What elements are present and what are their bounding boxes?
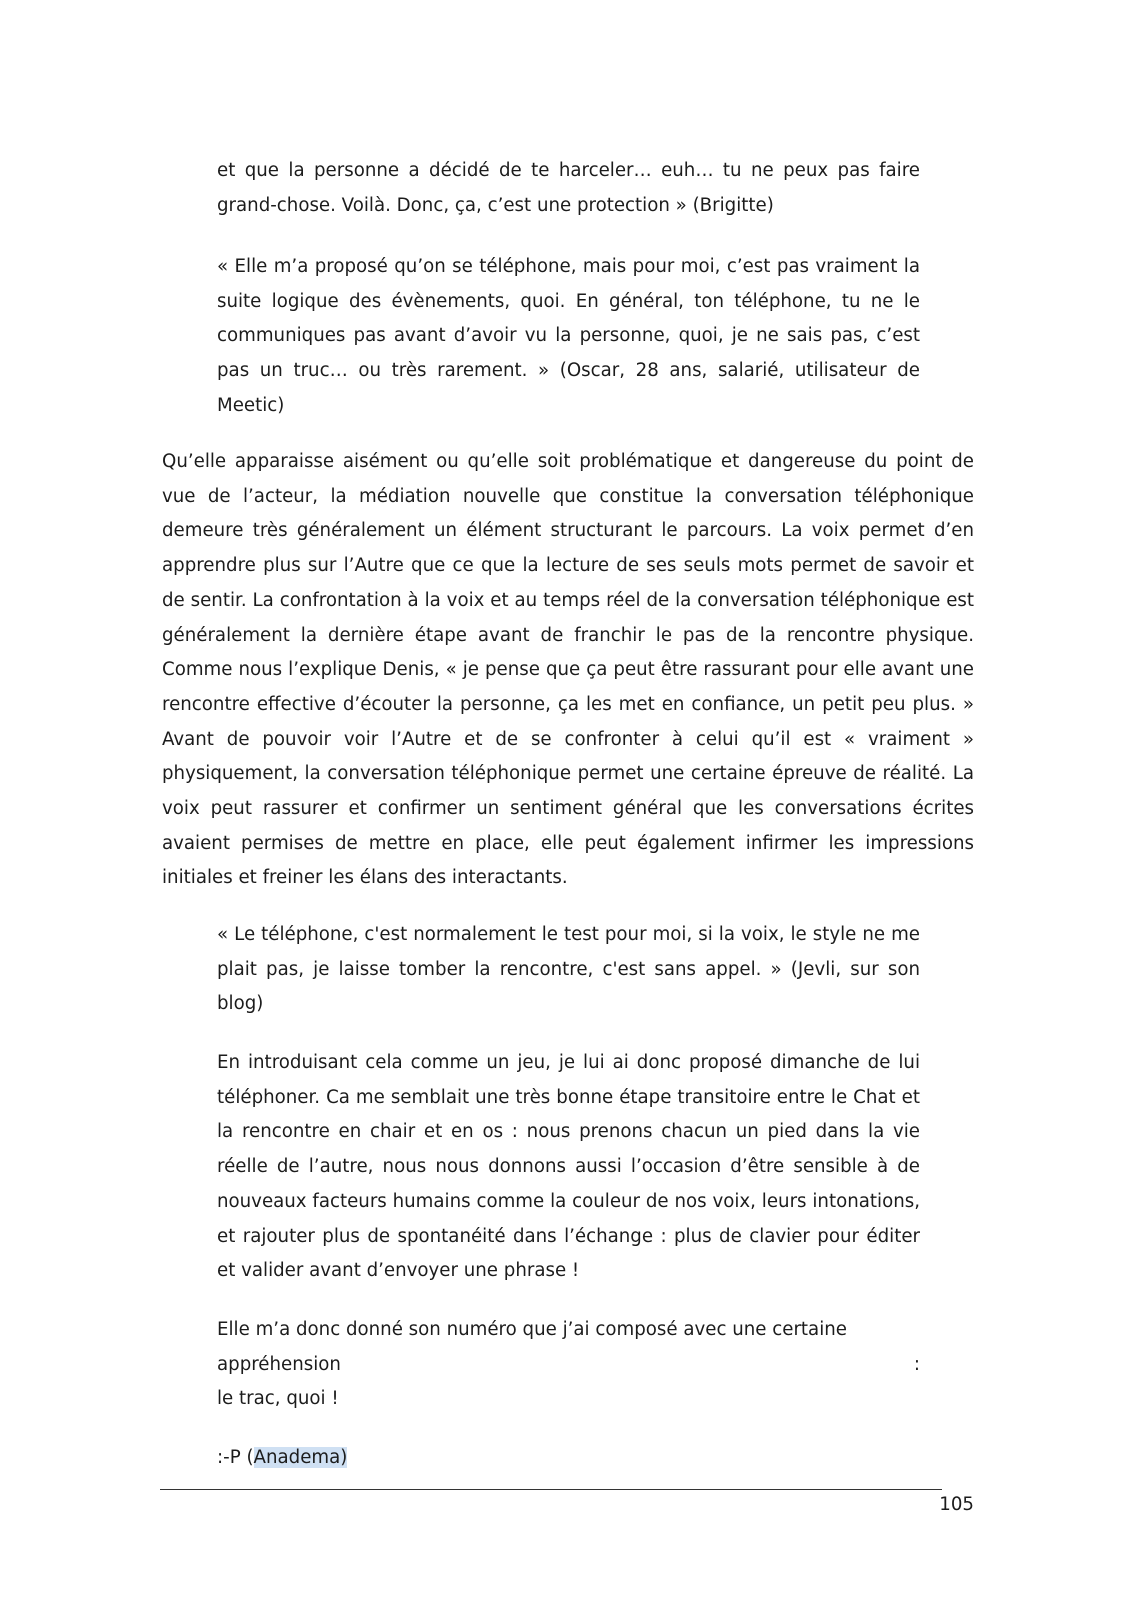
quote-line-3: le trac, quoi ! (217, 1388, 339, 1410)
page-number: 105 (939, 1494, 974, 1515)
signature-prefix: :-P ( (217, 1447, 254, 1468)
quote-anadema-part2 (217, 1313, 920, 1417)
quote-word: appréhension (217, 1353, 341, 1375)
quote-line-2 (217, 1348, 920, 1383)
footer-divider (160, 1489, 942, 1490)
quote-colon: : (913, 1353, 920, 1375)
quote-line-1: Elle m’a donc donné son numéro que j’ai composé avec une certaine (217, 1319, 847, 1340)
quote-text: « Le téléphone, c'est normalement le test pour moi, si la voix, le style ne me plait pas, je laisse tomber la rencontre, c'est sans appel. » (Jevli, sur son blog) (217, 924, 920, 1015)
body-paragraph (162, 445, 974, 896)
quote-anadema-signature (217, 1441, 920, 1476)
quote-anadema-part1 (217, 1046, 920, 1289)
quote-text: et que la personne a décidé de te harceler… euh… tu ne peux pas faire grand-chose. Voilà. Donc, ça, c’est une protection » (Brigitte) (217, 160, 920, 216)
author-highlight: Anadema) (253, 1447, 348, 1468)
quote-text: « Elle m’a proposé qu’on se téléphone, mais pour moi, c’est pas vraiment la suite logique des évènements, quoi. En général, ton téléphone, tu ne le communiques pas avant d’avoir vu la personne, quoi, je ne sais pas, c’est pas un truc… ou très rarement. » (Oscar, 28 ans, salarié, utilisateur de Meetic) (217, 256, 920, 416)
paragraph-text: Qu’elle apparaisse aisément ou qu’elle soit problématique et dangereuse du point de vue de l’acteur, la médiation nouvelle que constitue la conversation téléphonique demeure très généralement un élément structurant le parcours. La voix permet d’en apprendre plus sur l’Autre que ce que la lecture de ses seuls mots permet de savoir et de sentir. La confrontation à la voix et au temps réel de la conversation téléphonique est généralement la dernière étape avant de franchir le pas de la rencontre physique. Comme nous l’explique Denis, « je pense que ça peut être rassurant pour elle avant une rencontre effective d’écouter la personne, ça les met en confiance, un petit peu plus. » Avant de pouvoir voir l’Autre et de se confronter à celui qu’il est « vraiment » physiquement, la conversation téléphonique permet une certaine épreuve de réalité. La voix peut rassurer et confirmer un sentiment général que les conversations écrites avaient permises de mettre en place, elle peut également infirmer les impressions initiales et freiner les élans des interactants. (162, 451, 974, 889)
quote-oscar (217, 250, 920, 424)
signature-line (217, 1441, 920, 1476)
quote-jevli (217, 918, 920, 1022)
quote-text: En introduisant cela comme un jeu, je lui ai donc proposé dimanche de lui téléphoner. Ca me semblait une très bonne étape transitoire entre le Chat et la rencontre en chair et en os : nous prenons chacun un pied dans la vie réelle de l’autre, nous nous donnons aussi l’occasion d’être sensible à de nouveaux facteurs humains comme la couleur de nos voix, leurs intonations, et rajouter plus de spontanéité dans l’échange : plus de clavier pour éditer et valider avant d’envoyer une phrase ! (217, 1052, 920, 1282)
quote-brigitte (217, 154, 920, 223)
